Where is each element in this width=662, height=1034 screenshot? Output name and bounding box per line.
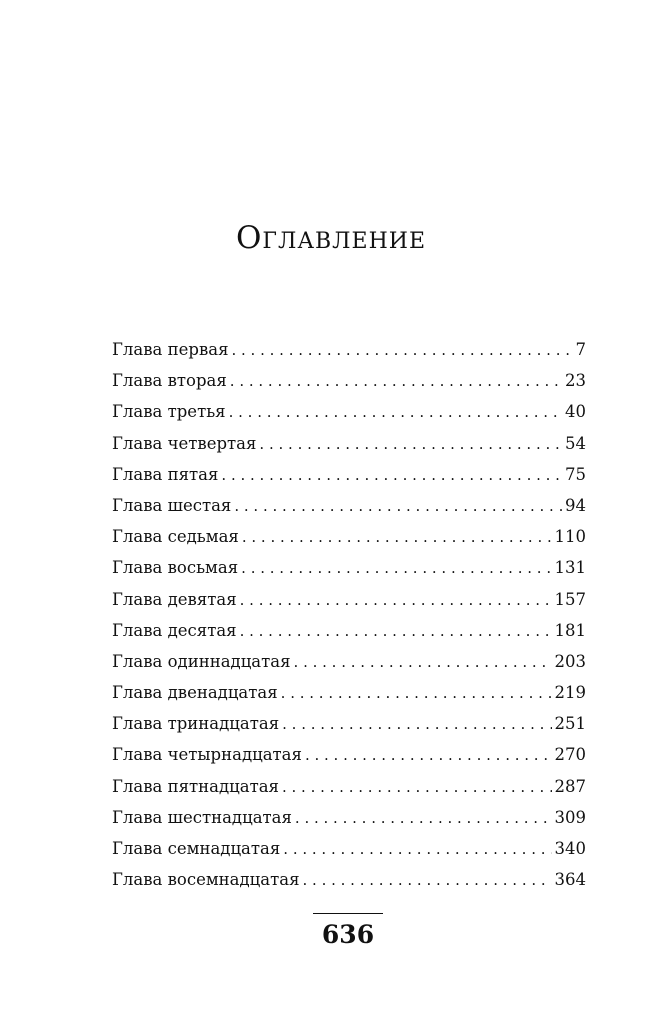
dot-leader [259, 431, 562, 457]
dot-leader [241, 555, 551, 581]
entry-title: Глава двенадцатая [112, 683, 278, 703]
entry-title: Глава семнадцатая [112, 839, 281, 858]
toc-entry [112, 742, 586, 773]
toc-entry [112, 805, 586, 836]
entry-title: Глава шестнадцатая [112, 807, 292, 827]
entry-title: Глава третья [112, 402, 226, 422]
dot-leader [221, 462, 562, 488]
entry-title: Глава вторая [112, 371, 227, 391]
toc-entry [112, 867, 586, 898]
entry-page-number: 110 [554, 527, 586, 547]
dot-leader [283, 836, 551, 862]
table-of-contents [112, 337, 586, 898]
dot-leader [230, 368, 562, 394]
entry-page-number: 287 [554, 776, 586, 796]
dot-leader [281, 680, 552, 706]
entry-page-number: 75 [565, 464, 586, 484]
entry-title: Глава одиннадцатая [112, 651, 291, 671]
entry-page-number: 181 [554, 620, 586, 640]
toc-entry [112, 337, 586, 368]
entry-title: Глава девятая [112, 589, 237, 609]
dot-leader [231, 337, 572, 363]
dot-leader [282, 711, 551, 737]
toc-entry [112, 649, 586, 680]
dot-leader [282, 774, 552, 800]
entry-page-number: 7 [575, 340, 586, 359]
entry-page-number: 54 [565, 433, 586, 453]
dot-leader [240, 618, 552, 644]
entry-page-number: 94 [565, 495, 586, 515]
entry-title: Глава четвертая [112, 433, 257, 453]
entry-title: Глава четырнадцатая [112, 745, 302, 765]
toc-entry [112, 399, 586, 430]
entry-title: Глава седьмая [112, 527, 239, 547]
entry-page-number: 23 [565, 371, 586, 391]
entry-title: Глава восемнадцатая [112, 870, 300, 890]
entry-page-number: 251 [554, 714, 586, 734]
entry-page-number: 219 [554, 683, 586, 703]
entry-title: Глава тринадцатая [112, 714, 280, 734]
entry-title: Глава пятая [112, 464, 219, 484]
toc-entry [112, 524, 586, 555]
entry-page-number: 157 [554, 589, 586, 609]
dot-leader [305, 742, 552, 768]
toc-entry [112, 774, 586, 805]
entry-title: Глава восьмая [112, 558, 239, 578]
entry-title: Глава пятнадцатая [112, 776, 279, 796]
toc-entry [112, 711, 586, 742]
entry-title: Глава шестая [112, 495, 232, 515]
entry-title: Глава десятая [112, 620, 237, 640]
dot-leader [242, 524, 552, 550]
dot-leader [294, 649, 552, 675]
entry-page-number: 364 [554, 870, 586, 890]
toc-entry [112, 431, 586, 462]
toc-entry [112, 555, 586, 586]
toc-entry [112, 587, 586, 618]
footer-divider [313, 913, 383, 914]
dot-leader [229, 399, 562, 425]
dot-leader [240, 587, 552, 613]
entry-page-number: 40 [565, 402, 586, 422]
entry-page-number: 309 [554, 807, 586, 827]
toc-entry [112, 618, 586, 649]
entry-title: Глава первая [112, 340, 229, 359]
dot-leader [295, 805, 552, 831]
toc-entry [112, 680, 586, 711]
entry-page-number: 270 [554, 745, 586, 765]
page-title: Оглавление [235, 220, 427, 256]
toc-entry [112, 836, 586, 867]
toc-entry [112, 493, 586, 524]
entry-page-number: 203 [554, 651, 586, 671]
page-number: 636 [321, 920, 375, 949]
toc-entry [112, 462, 586, 493]
dot-leader [303, 867, 552, 893]
entry-page-number: 340 [554, 839, 586, 858]
entry-page-number: 131 [554, 558, 586, 578]
dot-leader [234, 493, 562, 519]
toc-entry [112, 368, 586, 399]
